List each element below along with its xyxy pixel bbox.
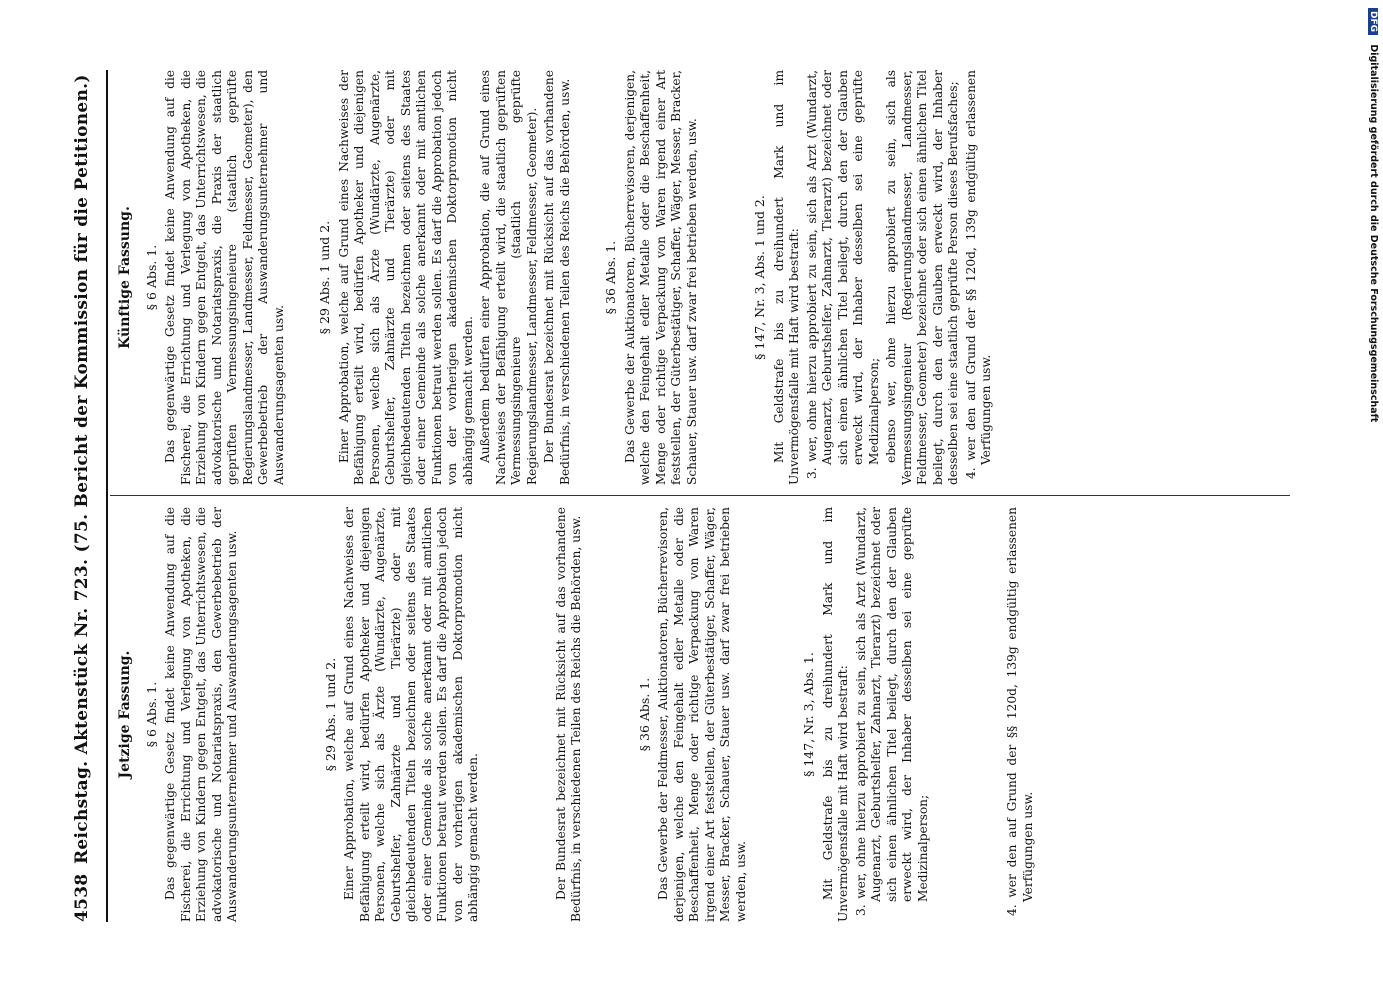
paragraph: Das Gewerbe der Feldmesser, Auktionatoren, Bücherrevisoren, derjenigen, welche den Feingehalt edler Metalle oder die Beschaffenheit, Menge oder richtige Verpackung von Waren irgend einer Art feststellen, der Güterbestätiger, Schaffer, Wäger, Messer, Bracker, Schauer, Stauer usw. darf zwar frei betrieben werden, usw. (656, 507, 748, 922)
header-rule (106, 70, 108, 922)
paragraph: Der Bundesrat bezeichnet mit Rücksicht auf das vorhandene Bedürfnis, in verschiedenen Teilen des Reichs die Behörden, usw. (553, 507, 583, 922)
section-heading: § 6 Abs. 1. (143, 681, 159, 748)
list-item: 4. wer den auf Grund der §§ 120d, 139g endgültig erlassenen Verfügungen usw. (963, 70, 993, 479)
paragraph: Mit Geldstrafe bis zu dreihundert Mark und im Unvermögensfalle mit Haft wird bestraft: (820, 507, 850, 922)
paragraph: Einer Approbation, welche auf Grund eines Nachweises der Befähigung erteilt wird, bedürfen Apotheker und diejenigen Personen, welche sich als Ärzte (Wundärzte, Augenärzte, Geburtshelfer, Zahnärzte und Tierärzte) oder mit gleichbedeutenden Titeln bezeichnen oder seitens des Staates oder einer Gemeinde als solche anerkannt oder mit amtlichen Funktionen betraut werden sollen. Es darf die Approbation jedoch von der vorherigen akademischen Doktorpromotion nicht abhängig gemacht werden. (336, 70, 475, 485)
section-heading: § 6 Abs. 1. (143, 244, 159, 311)
column-divider (110, 495, 1290, 496)
column-current-version (110, 507, 1038, 922)
list-item: 3. wer, ohne hierzu approbiert zu sein, sich als Arzt (Wundarzt, Augenarzt, Geburtshelfer, Zahnarzt, Tierarzt) bezeichnet oder sich einen ähnlichen Titel beilegt, durch den der Glauben erweckt wird, der Inhaber desselben sei eine geprüfte Medizinalperson; (853, 507, 930, 916)
paragraph: Außerdem bedürfen einer Approbation, die auf Grund eines Nachweises der Befähigung erteilt wird, die staatlich geprüften Vermessungsingenieure (staatlich geprüfte Regierungslandmesser, Landmesser, Feldmesser, Geometer). (478, 70, 539, 485)
column-title: Jetzige Fassung. (117, 650, 133, 779)
list-item: 3. wer, ohne hierzu approbiert zu sein, sich als Arzt (Wundarzt, Augenarzt, Geburtshelfer, Zahnarzt, Tierarzt) bezeichnet oder sich einen ähnlichen Titel beilegt, durch den der Glauben erweckt wird, der Inhaber desselben sei eine geprüfte Medizinalperson; (804, 70, 881, 479)
section-heading: § 36 Abs. 1. (636, 677, 652, 752)
paragraph: Das gegenwärtige Gesetz findet keine Anwendung auf die Fischerei, die Errichtung und Verlegung von Apotheken, die Erziehung von Kindern gegen Entgelt, das Unterrichtswesen, die advokatorische und Notariatspraxis, den Gewerbebetrieb der Auswanderungsunternehmer und Auswanderungsagenten usw. (163, 507, 239, 922)
dfg-credit (1361, 8, 1379, 998)
paragraph: Der Bundesrat bezeichnet mit Rücksicht auf das vorhandene Bedürfnis, in verschiedenen Teilen des Reichs die Behörden, usw. (542, 70, 572, 485)
section-heading: § 147, Nr. 3, Abs. 1. (801, 652, 816, 777)
paragraph: Das Gewerbe der Auktionatoren, Bücherrevisoren, derjenigen, welche den Feingehalt edler Metalle oder die Beschaffenheit, Menge oder richtige Verpackung von Waren irgend einer Art feststellen, der Güterbestätiger, Schaffer, Wäger, Messer, Bracker, Schauer, Stauer usw. darf zwar frei betrieben werden, usw. (622, 70, 699, 485)
section-heading: § 29 Abs. 1 und 2. (322, 657, 338, 772)
page-header (66, 72, 102, 922)
list-item: 4. wer den auf Grund der §§ 120d, 139g endgültig erlassenen Verfügungen usw. (1005, 507, 1035, 916)
paragraph: Einer Approbation, welche auf Grund eines Nachweises der Befähigung erteilt wird, bedürfen Apotheker und diejenigen Personen, welche sich als Ärzte (Wundärzte, Augenärzte, Geburtshelfer, Zahnärzte und Tierärzte) oder mit gleichbedeutenden Titeln bezeichnen oder seitens des Staates oder einer Gemeinde als solche anerkannt oder mit amtlichen Funktionen betraut werden sollen. Es darf die Approbation jedoch von der vorherigen akademischen Doktorpromotion nicht abhängig gemacht werden. (342, 507, 480, 922)
section-heading: § 29 Abs. 1 und 2. (317, 220, 332, 335)
column-future-version (110, 70, 997, 485)
page-number: 4538 (72, 873, 92, 922)
section-heading: § 147, Nr. 3, Abs. 1 und 2. (752, 195, 767, 360)
paragraph: ebenso wer, ohne hierzu approbiert zu sein, sich als Vermessungsingenieur (Regierungslandmesser, Landmesser, Feldmesser, Geometer) bezeichnet oder sich einen ähnlichen Titel beilegt, durch den der Glauben erweckt wird, der Inhaber desselben sei eine staatlich geprüfte Person dieses Berufsfaches; (884, 70, 960, 485)
credit-text: Digitalisierung gefördert durch die Deutsche Forschungsgemeinschaft (1368, 44, 1379, 423)
paragraph: Mit Geldstrafe bis zu dreihundert Mark und im Unvermögensfalle mit Haft wird bestraft: (771, 70, 801, 485)
page-title: Reichstag. Aktenstück Nr. 723. (75. Bericht der Kommission für die Petitionen.) (72, 74, 92, 864)
paragraph: Das gegenwärtige Gesetz findet keine Anwendung auf die Fischerei, die Errichtung und Verlegung von Apotheken, die Erziehung von Kindern gegen Entgelt, das Unterrichtswesen, die advokatorische und Notariatspraxis, die Praxis der staatlich geprüften Vermessungsingenieure (staatlich geprüfte Regierungslandmesser, Landmesser, Feldmesser, Geometer), den Gewerbebetrieb der Auswanderungsunternehmer und Auswanderungsagenten usw. (163, 70, 286, 485)
column-title: Künftige Fassung. (117, 206, 133, 349)
section-heading: § 36 Abs. 1. (603, 240, 618, 315)
dfg-logo: DFG (1368, 8, 1378, 35)
